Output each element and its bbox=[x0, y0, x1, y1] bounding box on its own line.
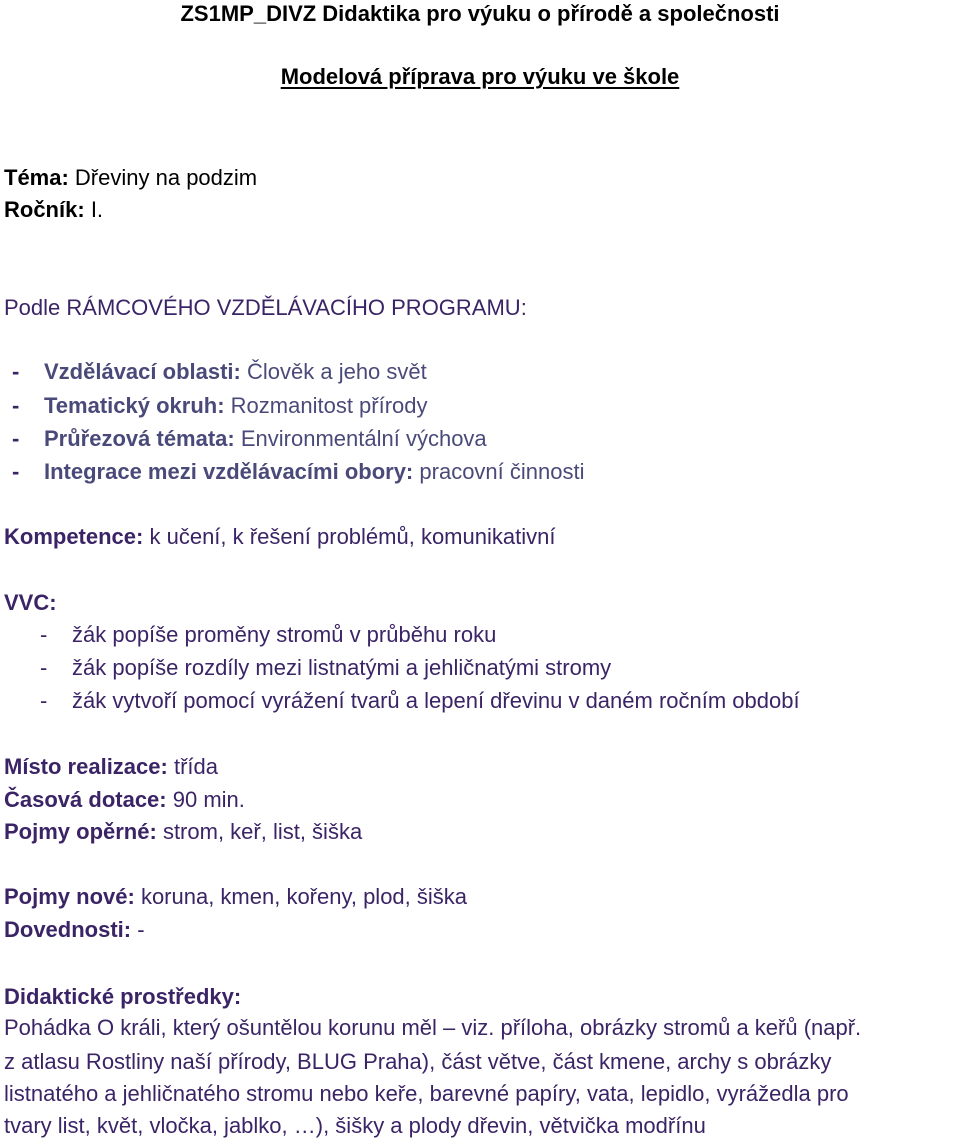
dovednosti-label: Dovednosti: bbox=[4, 917, 132, 942]
nove-row bbox=[4, 883, 467, 911]
rvp-item-label: Integrace mezi vzdělávacími obory: bbox=[44, 459, 414, 484]
tema-label: Téma: bbox=[4, 165, 69, 190]
vvc-item-text: žák popíše proměny stromů v průběhu roku bbox=[72, 622, 497, 647]
misto-label: Místo realizace: bbox=[4, 754, 168, 779]
vvc-item-text: žák popíše rozdíly mezi listnatými a jehličnatými stromy bbox=[72, 655, 612, 680]
kompetence-value: k učení, k řešení problémů, komunikativní bbox=[149, 524, 556, 549]
rvp-item-label: Průřezová témata: bbox=[44, 426, 235, 451]
prostredky-line: z atlasu Rostliny naší přírody, BLUG Praha), část větve, část kmene, archy s obrázky bbox=[4, 1049, 832, 1074]
rvp-item-value: Člověk a jeho svět bbox=[246, 359, 427, 384]
prostredky-line: listnatého a jehličnatého stromu nebo keře, barevné papíry, vata, lepidlo, vyrážedla pro bbox=[4, 1081, 849, 1106]
rvp-item-dash: - bbox=[12, 359, 20, 384]
rvp-item-dash: - bbox=[12, 426, 20, 451]
vvc-item-dash: - bbox=[40, 688, 48, 713]
tema-row bbox=[4, 164, 257, 192]
rvp-heading: Podle RÁMCOVÉHO VZDĚLÁVACÍHO PROGRAMU: bbox=[4, 295, 527, 320]
casova-value: 90 min. bbox=[172, 787, 245, 812]
prostredky-line: tvary list, květ, vločka, jablko, …), šišky a plody dřevin, větvička modřínu bbox=[4, 1113, 706, 1138]
dovednosti-value: - bbox=[137, 917, 145, 942]
vvc-item bbox=[40, 687, 800, 715]
vvc-item-dash: - bbox=[40, 622, 48, 647]
rvp-item-value: Rozmanitost přírody bbox=[230, 393, 428, 418]
rvp-item-label: Tematický okruh: bbox=[44, 393, 225, 418]
nove-value: koruna, kmen, kořeny, plod, šiška bbox=[140, 884, 468, 909]
rocnik-label: Ročník: bbox=[4, 197, 85, 222]
vvc-item bbox=[40, 654, 611, 682]
prostredky-line: Pohádka O králi, který ošuntělou korunu měl – viz. příloha, obrázky stromů a keřů (např. bbox=[4, 1015, 862, 1040]
rvp-item bbox=[12, 392, 428, 420]
nove-label: Pojmy nové: bbox=[4, 884, 135, 909]
casova-row bbox=[4, 786, 245, 814]
rocnik-row bbox=[4, 196, 103, 224]
operne-value: strom, keř, list, šiška bbox=[162, 819, 363, 844]
vvc-item bbox=[40, 621, 496, 649]
kompetence-label: Kompetence: bbox=[4, 524, 144, 549]
rvp-item bbox=[12, 458, 584, 486]
rvp-item bbox=[12, 358, 427, 386]
tema-value: Dřeviny na podzim bbox=[74, 165, 258, 190]
rvp-item-label: Vzdělávací oblasti: bbox=[44, 359, 241, 384]
rvp-item-dash: - bbox=[12, 459, 20, 484]
vvc-item-dash: - bbox=[40, 655, 48, 680]
misto-value: třída bbox=[173, 754, 218, 779]
rvp-item-value: Environmentální výchova bbox=[240, 426, 487, 451]
misto-row bbox=[4, 753, 218, 781]
rocnik-value: I. bbox=[90, 197, 104, 222]
document-subtitle: Modelová příprava pro výuku ve škole bbox=[280, 64, 680, 89]
operne-row bbox=[4, 818, 362, 846]
operne-label: Pojmy opěrné: bbox=[4, 819, 157, 844]
document-title: ZS1MP_DIVZ Didaktika pro výuku o přírodě a společnosti bbox=[180, 1, 780, 26]
rvp-item-value: pracovní činnosti bbox=[419, 459, 585, 484]
prostredky-heading: Didaktické prostředky: bbox=[4, 984, 242, 1009]
dovednosti-row bbox=[4, 916, 145, 944]
vvc-heading: VVC: bbox=[4, 590, 57, 615]
rvp-item bbox=[12, 425, 487, 453]
vvc-item-text: žák vytvoří pomocí vyrážení tvarů a lepení dřevinu v daném ročním období bbox=[72, 688, 800, 713]
kompetence-row bbox=[4, 523, 555, 551]
rvp-item-dash: - bbox=[12, 393, 20, 418]
casova-label: Časová dotace: bbox=[4, 787, 167, 812]
